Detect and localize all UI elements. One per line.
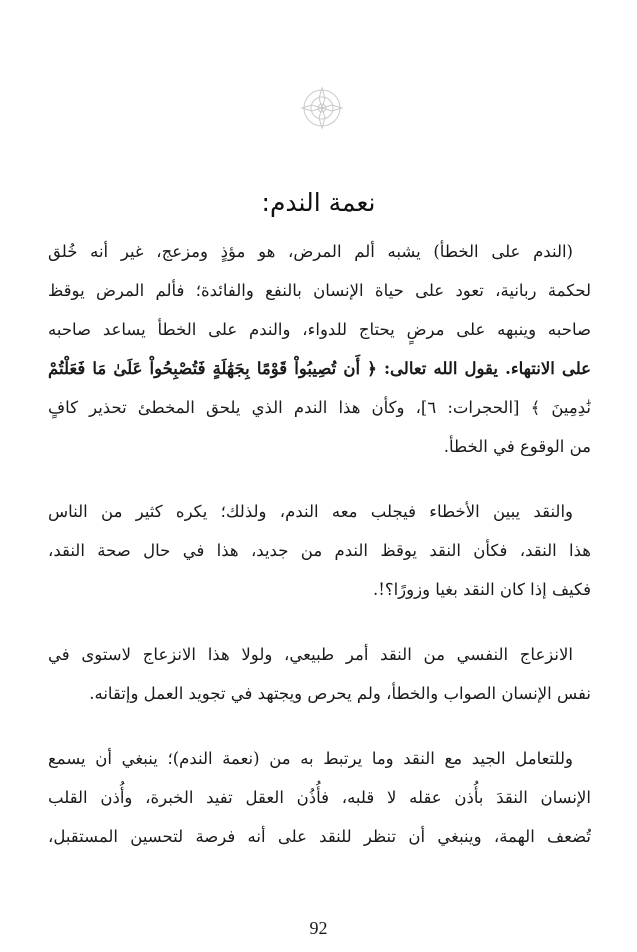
section-title: نعمة الندم: — [261, 188, 376, 217]
text-line: تُضعف الهمة، وينبغي أن تنظر للنقد على أنه فرصة لتحسين المستقبل، — [48, 827, 591, 846]
text-line: الانزعاج النفسي من النقد أمر طبيعي، ولولا هذا الانزعاج لاستوى في — [48, 645, 573, 664]
paragraph-1 — [48, 232, 591, 466]
decorative-rosette-icon — [298, 84, 346, 132]
text-line: فكيف إذا كان النقد بغيا وزورًا؟!. — [372, 580, 591, 599]
text-line: هذا النقد، فكأن النقد يوقظ الندم من جديد، هذا في حال صحة النقد، — [48, 541, 591, 560]
body-text — [48, 232, 591, 856]
paragraph-3 — [48, 635, 591, 713]
text-line: (الندم على الخطأ) يشبه ألم المرض، هو مؤذٍ ومزعج، غير أنه خُلق — [48, 242, 573, 261]
page-number: 92 — [309, 918, 328, 938]
text-line: لحكمة ربانية، تعود على حياة الإنسان بالنفع والفائدة؛ فألم المرض يوقظ — [48, 281, 591, 300]
text-line: والنقد يبين الأخطاء فيجلب معه الندم، ولذلك؛ يكره كثير من الناس — [48, 502, 573, 521]
text-line: الإنسان النقدَ بأُذن عقله لا قلبه، فأُذُن العقل تفيد الخبرة، وأُذن القلب — [48, 788, 591, 807]
quran-verse-line: على الانتهاء. يقول الله تعالى: ﴿ أَن تُصِيبُواْ قَوْمًا بِجَهَٰلَةٍ فَتُصْبِحُواْ عَلَىٰ مَا فَعَلْتُمْ — [48, 359, 591, 378]
text-line: من الوقوع في الخطأ. — [443, 437, 591, 456]
text-line: وللتعامل الجيد مع النقد وما يرتبط به من (نعمة الندم)؛ ينبغي أن يسمع — [48, 749, 573, 768]
text-line: صاحبه وينبهه على مرضٍ يحتاج للدواء، والندم على الخطأ يساعد صاحبه — [48, 320, 591, 339]
text-line: نَٰدِمِينَ ﴾ [الحجرات: ٦]، وكأن هذا الندم الذي يلحق المخطئ تحذير كافٍ — [48, 398, 591, 417]
paragraph-4 — [48, 739, 591, 856]
paragraph-2 — [48, 492, 591, 609]
text-line: نفس الإنسان الصواب والخطأ، ولم يحرص ويجتهد في تجويد العمل وإتقانه. — [89, 684, 591, 703]
